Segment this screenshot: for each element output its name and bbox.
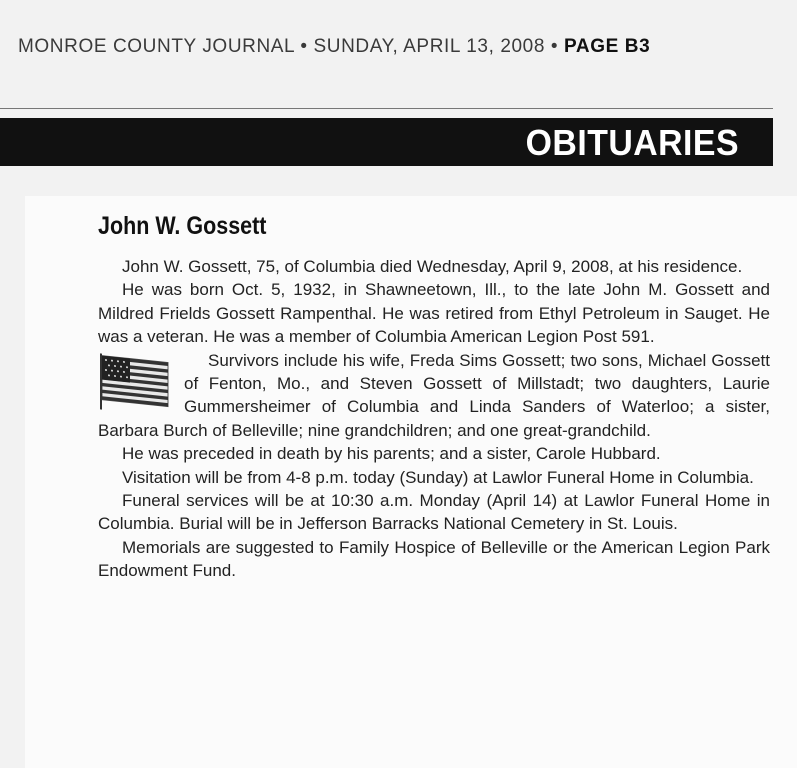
masthead-text: MONROE COUNTY JOURNAL • SUNDAY, APRIL 13, 2008 • bbox=[18, 36, 559, 57]
masthead bbox=[18, 36, 773, 58]
obituary-body bbox=[98, 255, 770, 583]
obituary-headline: John W. Gossett bbox=[98, 212, 267, 240]
paragraph-survivors: Survivors include his wife, Freda Sims Gossett; two sons, Michael Gossett of Fenton, Mo., and Steven Gossett of Millstadt; two daughters, Laurie Gummersheimer of Columbia and Linda Sanders of Waterloo; a sister, Barbara Burch of Belleville; nine grandchildren; and one great-grandchild. bbox=[98, 350, 770, 440]
masthead-rule bbox=[0, 108, 773, 109]
section-title: OBITUARIES bbox=[525, 122, 739, 163]
paragraph-funeral: Funeral services will be at 10:30 a.m. Monday (April 14) at Lawlor Funeral Home in Columbia. Burial will be in Jefferson Barracks National Cemetery in St. Louis. bbox=[98, 491, 770, 534]
paragraph-death: John W. Gossett, 75, of Columbia died Wednesday, April 9, 2008, at his residence. bbox=[122, 257, 743, 276]
american-flag-icon bbox=[96, 353, 174, 415]
paragraph-biography: He was born Oct. 5, 1932, in Shawneetown, Ill., to the late John M. Gossett and Mildred Frields Gossett Rampenthal. He was retired from Ethyl Petroleum in Sauget. He was a veteran. He was a member of Columbia American Legion Post 591. bbox=[98, 280, 770, 347]
paragraph-preceded: He was preceded in death by his parents; and a sister, Carole Hubbard. bbox=[122, 444, 661, 464]
page-number: PAGE B3 bbox=[564, 36, 651, 57]
paragraph-visitation: Visitation will be from 4-8 p.m. today (Sunday) at Lawlor Funeral Home in Columbia. bbox=[122, 467, 754, 487]
section-banner bbox=[0, 118, 773, 166]
paragraph-memorials: Memorials are suggested to Family Hospice of Belleville or the American Legion Park Endowment Fund. bbox=[98, 537, 770, 581]
